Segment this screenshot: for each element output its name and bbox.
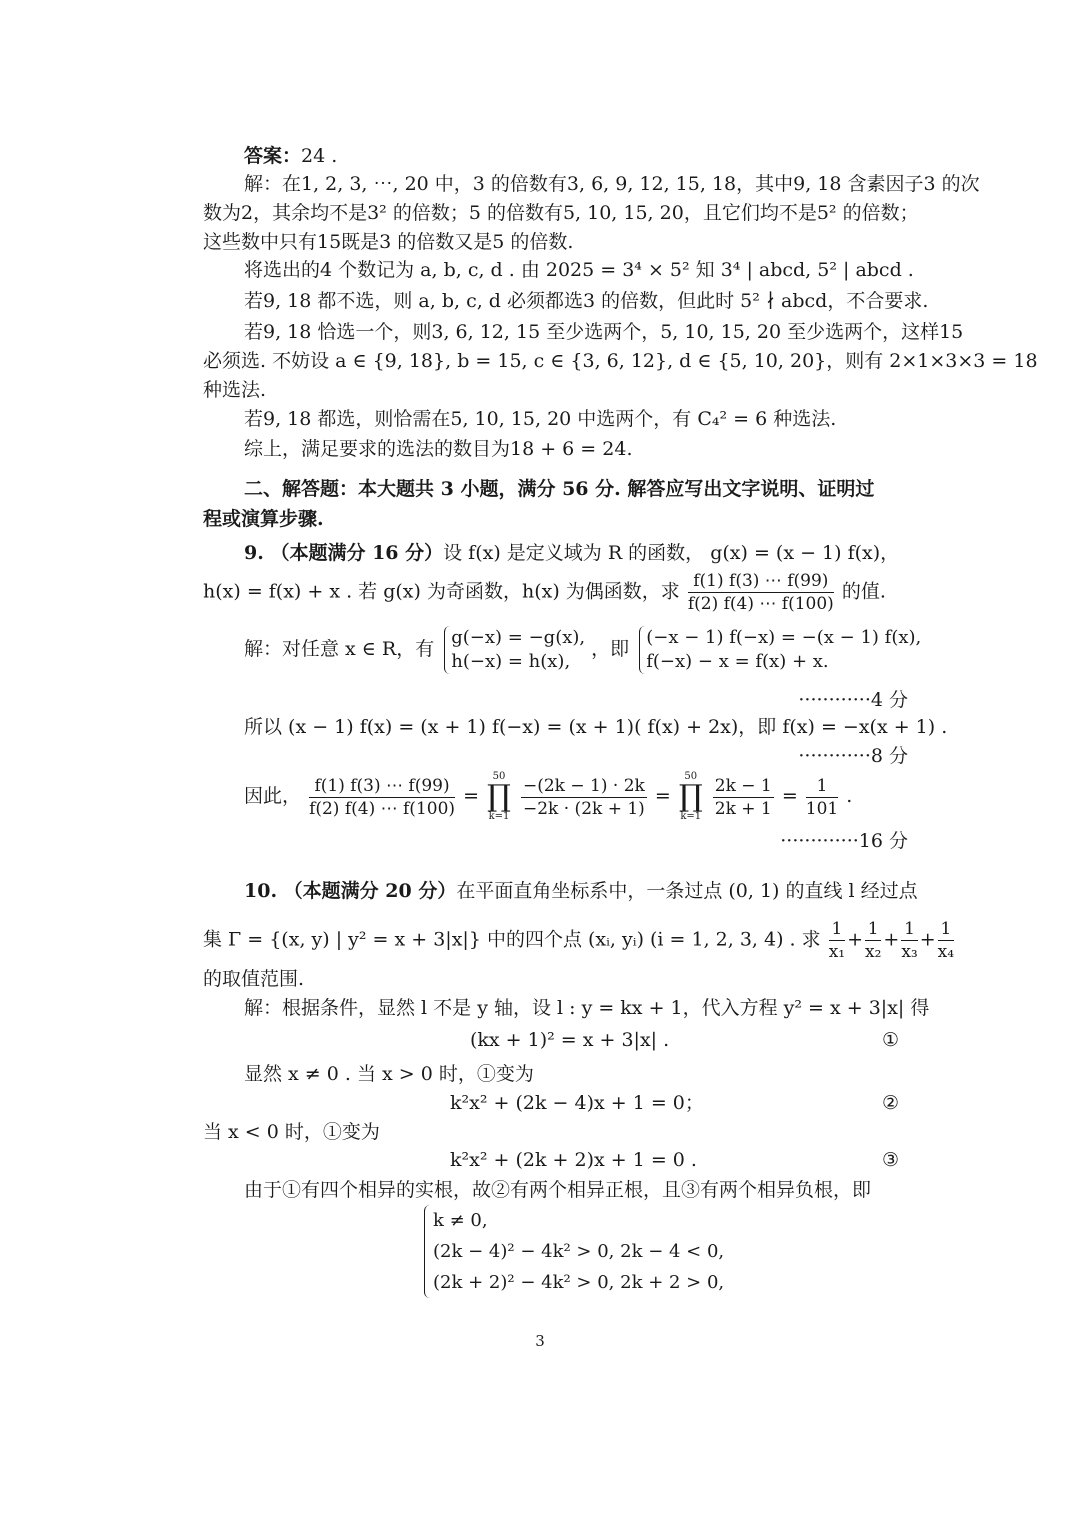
q10-reciprocal-4 xyxy=(938,918,954,963)
q10-equation-1: (kx + 1)² = x + 3|x| . xyxy=(470,1029,670,1051)
q9-statement-line-2 xyxy=(203,570,886,615)
q9-system-1 xyxy=(444,626,585,674)
q10-solution-line-3: 当 x < 0 时，①变为 xyxy=(203,1121,380,1143)
q8-solution-line-7: 必须选. 不妨设 a ∈ {9, 18}, b = 15, c ∈ {3, 6, 12}, d ∈ {5, 10, 20}，则有 2×1×3×3 = 18 xyxy=(203,350,1038,372)
q9-statement-text-1: 设 f(x) 是定义域为 R 的函数， g(x) = (x − 1) f(x)， xyxy=(443,542,900,564)
q8-solution-line-6: 若9, 18 恰选一个，则3, 6, 12, 15 至少选两个，5, 10, 15, 20 至少选两个，这样15 xyxy=(244,321,964,343)
fraction-denominator: −2k · (2k + 1) xyxy=(522,798,645,819)
q8-solution-line-5: 若9, 18 都不选，则 a, b, c, d 必须都选3 的倍数，但此时 5² ∤ abcd，不合要求. xyxy=(244,290,929,312)
q10-equation-tag-1: ① xyxy=(882,1029,900,1051)
fraction-numerator: 1 xyxy=(938,918,954,941)
page-number: 3 xyxy=(535,1332,545,1350)
q9-product-term-2 xyxy=(713,775,774,820)
answer-label: 答案： xyxy=(244,145,302,167)
q9-heading: 9. （本题满分 16 分） xyxy=(244,542,444,564)
equals-sign: = xyxy=(654,785,671,807)
fraction-numerator: 1 xyxy=(865,918,881,941)
product-symbol: ∏ xyxy=(678,779,703,814)
q10-equation-tag-2: ② xyxy=(882,1092,900,1114)
fraction-denominator: x₃ xyxy=(901,942,918,962)
q8-solution-line-10: 综上，满足要求的选法的数目为18 + 6 = 24. xyxy=(244,438,633,460)
q8-solution-line-8: 种选法. xyxy=(203,379,267,401)
q9-score-16: ·············16 分 xyxy=(780,830,908,852)
q9-solution-line-2: 所以 (x − 1) f(x) = (x + 1) f(−x) = (x + 1)( f(x) + 2x)，即 f(x) = −x(x + 1) . xyxy=(244,716,948,738)
q9-statement-text-2: h(x) = f(x) + x . 若 g(x) 为奇函数，h(x) 为偶函数，求 xyxy=(203,580,680,603)
q9-result-fraction xyxy=(806,775,838,820)
system-condition: (2k + 2)² − 4k² > 0, 2k + 2 > 0, xyxy=(433,1272,725,1293)
fraction-denominator: x₂ xyxy=(865,942,882,962)
q10-system-brace xyxy=(424,1205,724,1298)
q8-solution-line-3: 这些数中只有15既是3 的倍数又是5 的倍数. xyxy=(203,231,574,253)
q9-system-2 xyxy=(639,626,921,674)
fraction-denominator: f(2) f(4) ⋯ f(100) xyxy=(687,594,834,614)
fraction-numerator: f(1) f(3) ⋯ f(99) xyxy=(688,570,834,593)
fraction-numerator: 1 xyxy=(829,918,845,941)
q9-solution-connector: ，即 xyxy=(591,638,630,660)
section2-heading-line-1: 二、解答题：本大题共 3 小题，满分 56 分. 解答应写出文字说明、证明过 xyxy=(244,478,875,500)
equals-sign: = xyxy=(781,785,798,807)
q9-statement-fraction xyxy=(688,570,834,615)
q9-score-8: ············8 分 xyxy=(798,745,908,767)
q9-statement-end: 的值. xyxy=(841,580,886,603)
q8-solution-line-2: 数为2，其余均不是3² 的倍数；5 的倍数有5, 10, 15, 20，且它们均不是5² 的倍数； xyxy=(203,202,919,224)
q10-statement-line-2 xyxy=(203,918,956,963)
product-operator xyxy=(487,772,511,822)
q9-score-4: ············4 分 xyxy=(798,689,908,711)
q9-solution-line-3 xyxy=(244,772,852,822)
q10-equation-2: k²x² + (2k − 4)x + 1 = 0； xyxy=(450,1092,704,1114)
q10-equation-3: k²x² + (2k + 2)x + 1 = 0 . xyxy=(450,1149,697,1171)
fraction-numerator: 1 xyxy=(806,775,838,798)
q9-solution-line-1 xyxy=(244,626,921,674)
system-equation: g(−x) = −g(x), xyxy=(451,627,586,648)
fraction-denominator: x₄ xyxy=(937,942,955,962)
fraction-denominator: 101 xyxy=(805,798,839,819)
q10-solution-line-4: 由于①有四个相异的实根，故②有两个相异正根，且③有两个相异负根，即 xyxy=(244,1179,872,1201)
product-lower-limit: k=1 xyxy=(680,811,702,822)
q8-solution-line-1: 解：在1, 2, 3, ⋯, 20 中，3 的倍数有3, 6, 9, 12, 15, 18，其中9, 18 含素因子3 的次 xyxy=(244,173,980,195)
q10-statement-text-1: 在平面直角坐标系中，一条过点 (0, 1) 的直线 l 经过点 xyxy=(456,880,918,902)
fraction-numerator: f(1) f(3) ⋯ f(99) xyxy=(309,775,455,798)
fraction-denominator: 2k + 1 xyxy=(714,798,772,819)
section2-heading-line-2: 程或演算步骤. xyxy=(203,508,324,530)
q10-reciprocal-3 xyxy=(901,918,917,963)
q8-solution-line-9: 若9, 18 都选，则恰需在5, 10, 15, 20 中选两个，有 C₄² = 6 种选法. xyxy=(244,408,837,430)
equals-sign: = xyxy=(463,785,479,807)
q10-reciprocal-1 xyxy=(829,918,845,963)
plus-sign: + xyxy=(919,928,936,951)
q10-statement-line-3: 的取值范围. xyxy=(203,968,305,990)
q9-statement-line-1 xyxy=(244,540,899,566)
q10-equation-tag-3: ③ xyxy=(882,1149,900,1171)
product-symbol: ∏ xyxy=(487,779,511,814)
q10-reciprocal-2 xyxy=(865,918,881,963)
fraction-numerator: 2k − 1 xyxy=(714,775,772,796)
product-lower-limit: k=1 xyxy=(488,811,510,822)
system-equation: h(−x) = h(x), xyxy=(451,651,571,672)
q9-solution-intro: 解：对任意 x ∈ R，有 xyxy=(244,638,435,660)
plus-sign: + xyxy=(883,928,900,951)
q10-statement-text-2: 集 Γ = {(x, y) | y² = x + 3|x|} 中的四个点 (xᵢ, yᵢ) (i = 1, 2, 3, 4) . 求 xyxy=(203,928,821,951)
fraction-denominator: f(2) f(4) ⋯ f(100) xyxy=(309,798,456,819)
q9-ratio-fraction xyxy=(309,775,455,820)
period: . xyxy=(846,785,853,807)
system-condition: (2k − 4)² − 4k² > 0, 2k − 4 < 0, xyxy=(433,1241,725,1262)
q10-inequality-system xyxy=(420,1205,724,1298)
fraction-numerator: −(2k − 1) · 2k xyxy=(522,775,645,796)
product-operator xyxy=(679,772,703,822)
q10-statement-line-1 xyxy=(244,878,918,904)
system-equation: f(−x) − x = f(x) + x. xyxy=(646,651,829,672)
system-equation: (−x − 1) f(−x) = −(x − 1) f(x), xyxy=(646,627,922,648)
fraction-numerator: 1 xyxy=(901,918,917,941)
system-condition: k ≠ 0, xyxy=(433,1210,488,1231)
product-upper-limit: 50 xyxy=(684,771,698,782)
q10-heading: 10. （本题满分 20 分） xyxy=(244,880,457,902)
plus-sign: + xyxy=(847,928,864,951)
q10-solution-line-1: 解：根据条件，显然 l 不是 y 轴，设 l : y = kx + 1，代入方程 y² = x + 3|x| 得 xyxy=(244,997,930,1019)
q9-therefore: 因此， xyxy=(244,785,302,807)
answer-value: 24 . xyxy=(301,145,338,167)
fraction-denominator: x₁ xyxy=(828,942,846,962)
product-upper-limit: 50 xyxy=(492,771,506,782)
q9-product-term-1 xyxy=(521,775,647,820)
q10-solution-line-2: 显然 x ≠ 0 . 当 x > 0 时，①变为 xyxy=(244,1063,534,1085)
q8-solution-line-4: 将选出的4 个数记为 a, b, c, d . 由 2025 = 3⁴ × 5² 知 3⁴ | abcd, 5² | abcd . xyxy=(244,259,914,281)
answer-line xyxy=(244,143,337,169)
